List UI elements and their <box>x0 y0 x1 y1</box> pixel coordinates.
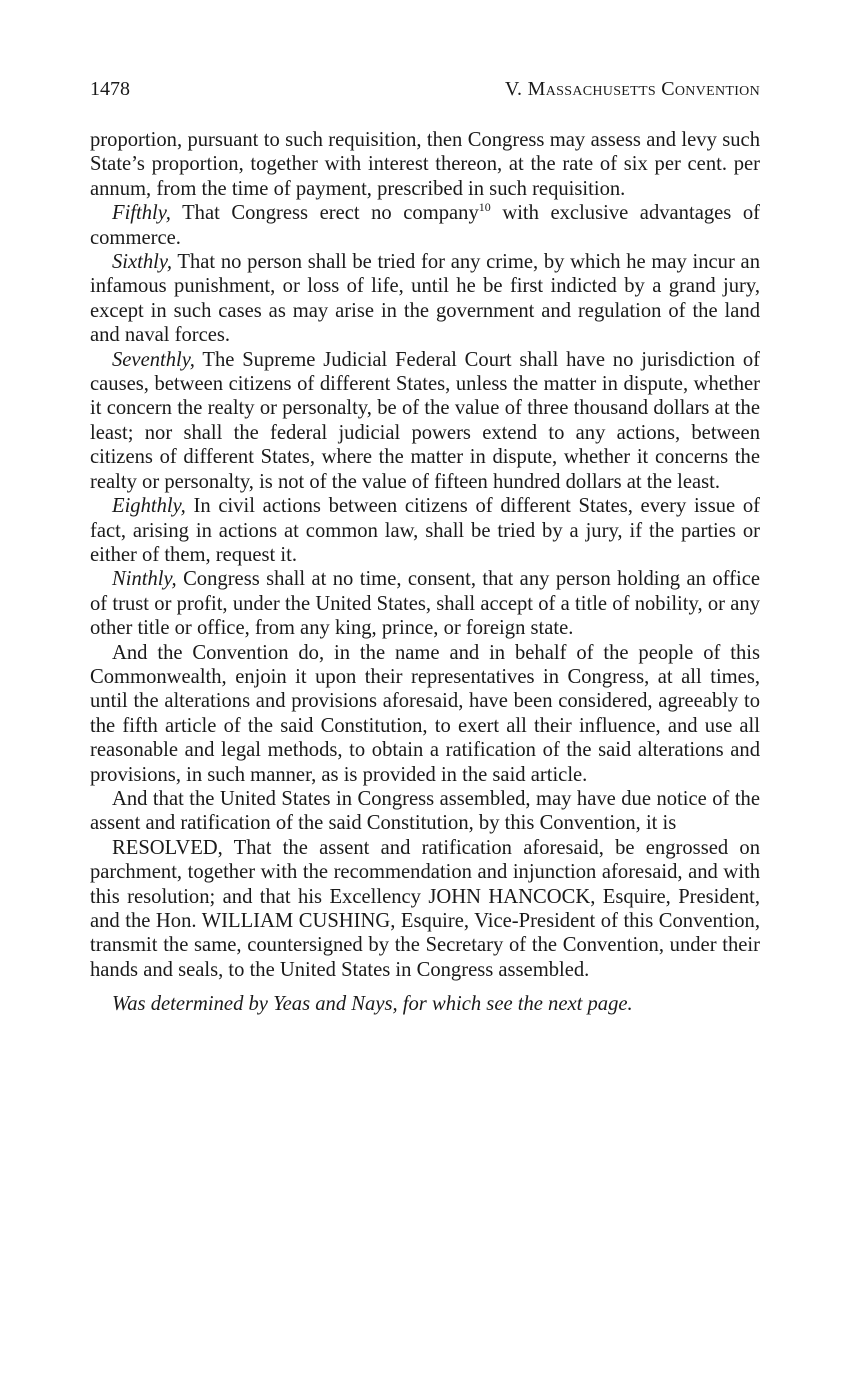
paragraph-label: Seventhly, <box>112 348 195 371</box>
paragraph-eighthly <box>90 494 760 567</box>
paragraph-text: That no person shall be tried for any crime, by which he may incur an infamous punishment, or loss of life, until he be first indicted by a grand jury, except in such cases as may arise in the government and regulation of the land and naval forces. <box>90 251 760 347</box>
paragraph-continuation: proportion, pursuant to such requisition, then Congress may assess and levy such State’s proportion, together with interest thereon, at the rate of six per cent. per annum, from the time of payment, prescribed in such requisition. <box>90 129 760 200</box>
paragraph-notice: And that the United States in Congress assembled, may have due notice of the assent and ratification of the said Constitution, by this Convention, it is <box>90 787 760 835</box>
paragraph-text: Congress shall at no time, consent, that any person holding an office of trust or profit, under the United States, shall accept of a title of nobility, or any other title or office, from any king, prince, or foreign state. <box>90 568 760 640</box>
running-head: V. Massachusetts Convention <box>504 78 760 100</box>
paragraph-label: Fifthly, <box>112 202 171 225</box>
paragraph-text: That Congress erect no company <box>170 202 479 225</box>
closing-note: Was determined by Yeas and Nays, for which see the next page. <box>112 993 633 1016</box>
paragraph-label: Eighthly, <box>112 495 186 518</box>
paragraph-fifthly <box>90 201 760 250</box>
paragraph-text: with exclusive advantages of commerce. <box>90 202 761 249</box>
page-number: 1478 <box>90 78 130 100</box>
paragraph-label: Sixthly, <box>112 251 173 274</box>
page-header <box>90 78 760 106</box>
body-text <box>90 128 760 1017</box>
paragraph-enjoinder: And the Convention do, in the name and in behalf of the people of this Commonwealth, enjoin it upon their representatives in Congress, at all times, until the alterations and provisions aforesaid, have been considered, agreeably to the fifth article of the said Constitution, to exert all their influence, and use all reasonable and legal methods, to obtain a ratification of the said alterations and provisions, in such manner, as is provided in the said article. <box>90 641 760 786</box>
footnote-marker: 10 <box>478 200 491 215</box>
paragraph-text: The Supreme Judicial Federal Court shall have no jurisdiction of causes, between citizens of different States, unless the matter in dispute, whether it concern the realty or personalty, be of the value of three thousand dollars at the least; nor shall the federal judicial powers extend to any actions, between citizens of different States, where the matter in dispute, whether it concerns the realty or personalty, is not of the value of fifteen hundred dollars at the least. <box>90 348 760 493</box>
paragraph-text: In civil actions between citizens of different States, every issue of fact, arising in actions at common law, shall be tried by a jury, if the parties or either of them, request it. <box>90 495 760 566</box>
paragraph-resolved: RESOLVED, That the assent and ratification aforesaid, be engrossed on parchment, together with the recommendation and injunction aforesaid, and with this resolution; and that his Excellency JOHN HANCOCK, Esquire, President, and the Hon. WILLIAM CUSHING, Esquire, Vice-President of this Convention, transmit the same, countersigned by the Secretary of the Convention, under their hands and seals, to the United States in Congress assembled. <box>90 836 760 981</box>
paragraph-ninthly <box>90 567 760 640</box>
paragraph-seventhly <box>90 348 760 494</box>
paragraph-label: Ninthly, <box>112 568 177 591</box>
paragraph-sixthly <box>90 250 760 348</box>
